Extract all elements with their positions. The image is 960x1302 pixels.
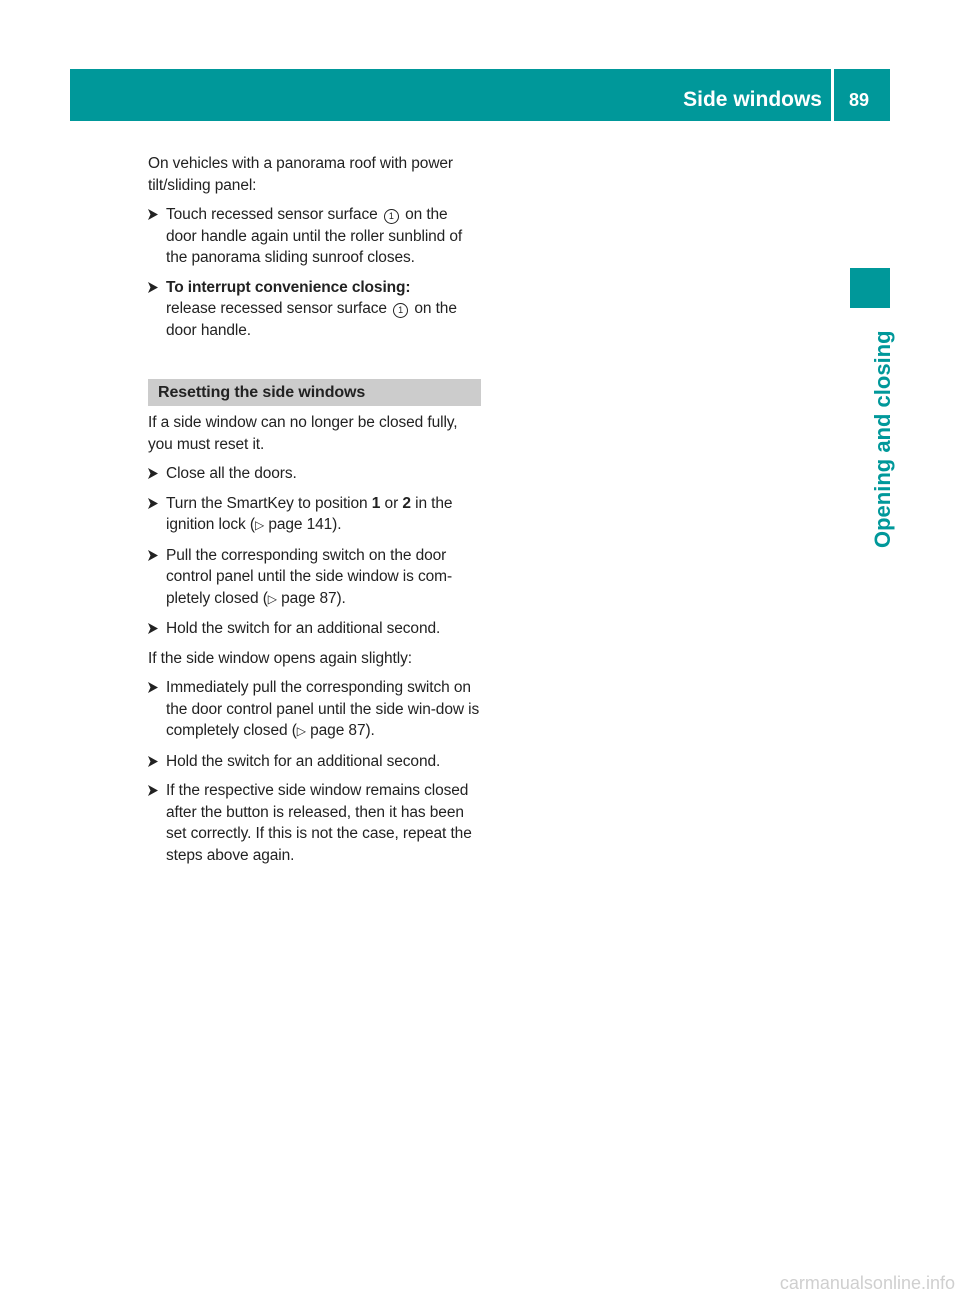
section-tab-marker (850, 268, 890, 308)
page-ref-icon: ▷ (267, 591, 277, 606)
arrow-bullet-icon (148, 550, 158, 561)
arrow-bullet-icon (148, 756, 158, 767)
body-paragraph: If the side window opens again slightly: (148, 649, 412, 667)
arrow-bullet-icon (148, 498, 158, 509)
section-intro: If a side window can no longer be closed fully, you must reset it. (148, 414, 458, 453)
arrow-bullet-icon (148, 682, 158, 693)
arrow-bullet-icon (148, 785, 158, 796)
step-item: Immediately pull the corresponding switch on the door control panel until the side win-dow is completely closed (▷ page 87). (148, 677, 481, 743)
page-reference[interactable]: page 141). (268, 516, 342, 533)
section-heading: Resetting the side windows (148, 379, 481, 406)
intro-paragraph: On vehicles with a panorama roof with power tilt/sliding panel: (148, 155, 453, 194)
arrow-bullet-icon (148, 623, 158, 634)
step-item: Touch recessed sensor surface 1 on the door handle again until the roller sunblind of the panorama sliding sunroof closes. (148, 204, 481, 269)
sensor-marker-icon: 1 (393, 303, 408, 318)
page-ref-icon: ▷ (254, 518, 265, 532)
step-item: Close all the doors. (148, 463, 481, 485)
footer-watermark: carmanualsonline.info (779, 1273, 955, 1293)
arrow-bullet-icon (148, 282, 158, 293)
arrow-bullet-icon (148, 468, 158, 479)
step-item: Hold the switch for an additional second. (148, 618, 481, 640)
header-divider (831, 69, 834, 121)
page-reference[interactable]: page 87). (310, 722, 375, 739)
section-tab-label: Opening and closing (870, 330, 895, 548)
page-number: 89 (848, 90, 870, 110)
step-heading: To interrupt convenience closing: (166, 278, 411, 296)
step-item: Turn the SmartKey to position 1 or 2 in the ignition lock (▷ page 141). (148, 493, 481, 537)
step-item: Pull the corresponding switch on the door control panel until the side window is com-pletely closed (▷ page 87). (148, 545, 481, 611)
sensor-marker-icon: 1 (384, 209, 399, 224)
arrow-bullet-icon (148, 209, 158, 220)
page-ref-icon: ▷ (296, 724, 306, 738)
page-reference[interactable]: page 87). (281, 589, 346, 607)
step-item: To interrupt convenience closing: release recessed sensor surface 1 on the door handle. (148, 277, 481, 342)
page-title: Side windows (683, 88, 822, 111)
step-item: Hold the switch for an additional second. (148, 751, 481, 773)
step-item: If the respective side window remains closed after the button is released, then it has been set correctly. If this is not the case, repeat the steps above again. (148, 780, 481, 866)
main-content (148, 153, 481, 874)
